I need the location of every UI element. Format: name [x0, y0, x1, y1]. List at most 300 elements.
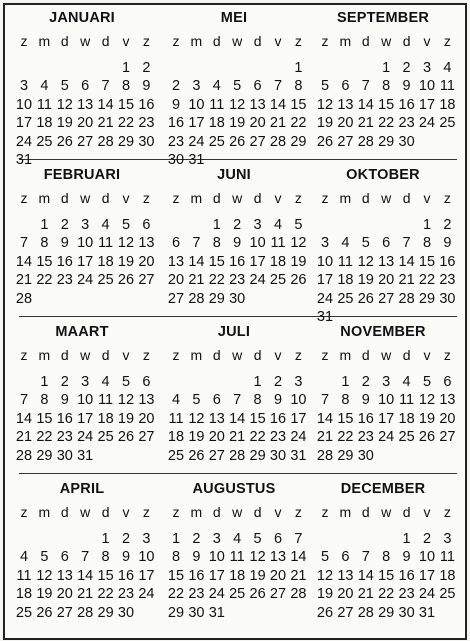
day-number: 16 [398, 567, 415, 584]
day-number: 9 [402, 549, 411, 566]
day-number: 30 [229, 290, 246, 307]
day-number: 13 [337, 96, 354, 113]
day-number: 11 [439, 549, 455, 566]
day-number: 15 [290, 96, 307, 113]
day-number: 19 [249, 567, 266, 584]
day-number: 8 [294, 78, 303, 95]
day-number: 23 [439, 272, 456, 289]
day-number: 23 [229, 272, 246, 289]
day-number: 17 [138, 567, 155, 584]
day-number: 26 [229, 133, 246, 150]
day-number: 30 [117, 604, 135, 621]
day-number: 18 [439, 567, 456, 584]
weekday-label: w [381, 347, 392, 363]
day-number: 10 [15, 96, 33, 113]
day-number: 24 [208, 586, 225, 603]
day-number: 25 [97, 272, 114, 289]
weekday-label: z [20, 347, 28, 363]
weekday-label: z [443, 504, 451, 520]
day-number: 12 [249, 549, 266, 566]
day-number: 20 [77, 115, 94, 132]
day-number: 6 [212, 392, 221, 409]
weekday-label: d [212, 33, 221, 49]
day-number: 18 [208, 115, 225, 132]
weekday-label: d [101, 190, 110, 206]
day-number: 2 [233, 217, 242, 233]
day-number: 8 [341, 392, 350, 409]
day-number: 28 [269, 133, 287, 150]
weekday-label: m [38, 347, 51, 363]
day-number: 3 [212, 531, 221, 547]
day-number: 3 [19, 78, 29, 95]
day-number: 29 [418, 290, 436, 307]
day-number: 4 [101, 374, 110, 390]
month-name: FEBRUARI [43, 167, 121, 183]
day-number: 24 [77, 429, 94, 446]
day-number: 10 [378, 392, 395, 409]
day-number: 4 [273, 217, 283, 233]
day-number: 28 [357, 604, 374, 621]
day-number: 7 [294, 531, 303, 547]
day-number: 6 [81, 78, 90, 95]
day-number: 8 [422, 235, 432, 252]
day-number: 28 [188, 290, 205, 307]
weekday-label: z [142, 190, 150, 206]
day-number: 26 [316, 604, 334, 621]
day-number: 3 [320, 235, 330, 252]
quarter-divider [19, 159, 457, 160]
day-number: 20 [138, 253, 155, 270]
day-number: 9 [60, 392, 69, 409]
day-number: 22 [290, 115, 307, 132]
day-number: 4 [40, 78, 49, 95]
day-number: 22 [208, 272, 225, 289]
weekday-label: d [361, 347, 370, 363]
weekday-label: d [402, 347, 411, 363]
day-number: 23 [56, 429, 73, 446]
weekday-label: z [172, 347, 180, 363]
day-number: 19 [229, 115, 246, 132]
month-name: APRIL [59, 481, 105, 497]
day-number: 20 [337, 115, 354, 132]
weekday-label: v [423, 504, 431, 520]
day-number: 12 [418, 392, 436, 409]
day-number: 11 [98, 392, 114, 409]
day-number: 30 [138, 133, 155, 150]
day-number: 13 [439, 392, 456, 409]
day-number: 5 [294, 217, 303, 233]
day-number: 21 [357, 586, 374, 603]
day-number: 17 [418, 567, 436, 584]
day-number: 21 [357, 115, 374, 132]
day-number: 10 [290, 392, 307, 409]
day-number: 29 [290, 133, 307, 150]
day-number: 2 [142, 60, 151, 76]
day-number: 7 [233, 392, 242, 409]
day-number: 11 [98, 235, 114, 252]
day-number: 17 [378, 410, 395, 427]
day-number: 4 [101, 217, 110, 233]
weekday-label: z [321, 347, 329, 363]
day-number: 23 [188, 586, 205, 603]
day-number: 28 [97, 133, 114, 150]
weekday-label: w [381, 33, 392, 49]
weekday-label: m [38, 504, 51, 520]
day-number: 31 [188, 152, 205, 168]
day-number: 24 [77, 272, 94, 289]
day-number: 18 [439, 96, 456, 113]
day-number: 15 [208, 253, 225, 270]
day-number: 9 [273, 392, 283, 409]
day-number: 20 [337, 586, 354, 603]
day-number: 16 [229, 253, 246, 270]
weekday-label: z [443, 190, 451, 206]
day-number: 16 [138, 96, 155, 113]
day-number: 4 [443, 60, 452, 76]
weekday-label: w [232, 190, 243, 206]
day-number: 9 [121, 549, 131, 566]
day-number: 14 [229, 410, 246, 427]
day-number: 8 [40, 392, 49, 409]
day-number: 18 [36, 115, 53, 132]
day-number: 25 [439, 586, 456, 603]
day-number: 9 [60, 235, 69, 252]
day-number: 29 [208, 290, 225, 307]
weekday-label: d [101, 33, 110, 49]
day-number: 14 [316, 410, 334, 427]
weekday-label: z [20, 504, 28, 520]
weekday-label: z [321, 504, 329, 520]
day-number: 4 [341, 235, 350, 252]
day-number: 3 [253, 217, 262, 233]
day-number: 22 [249, 429, 266, 446]
day-number: 6 [142, 374, 151, 390]
day-number: 2 [192, 531, 201, 547]
weekday-label: v [122, 347, 130, 363]
day-number: 11 [439, 78, 455, 95]
day-number: 15 [337, 410, 354, 427]
day-number: 16 [56, 253, 73, 270]
day-number: 15 [36, 410, 53, 427]
day-number: 7 [273, 78, 283, 95]
day-number: 15 [167, 567, 185, 584]
day-number: 22 [378, 586, 395, 603]
day-number: 11 [337, 253, 353, 270]
month-name: JUNI [217, 167, 251, 183]
weekday-label: v [122, 504, 130, 520]
day-number: 27 [56, 604, 73, 621]
weekday-label: d [212, 504, 221, 520]
weekday-label: v [274, 347, 282, 363]
day-number: 28 [290, 586, 307, 603]
day-number: 26 [290, 272, 307, 289]
day-number: 24 [378, 429, 395, 446]
weekday-label: z [321, 190, 329, 206]
day-number: 16 [439, 253, 456, 270]
day-number: 16 [357, 410, 374, 427]
day-number: 23 [56, 272, 73, 289]
day-number: 1 [171, 531, 181, 547]
day-number: 24 [316, 290, 334, 307]
day-number: 1 [212, 217, 221, 233]
day-number: 9 [361, 392, 370, 409]
day-number: 24 [138, 586, 155, 603]
day-number: 12 [56, 96, 73, 113]
day-number: 27 [77, 133, 94, 150]
day-number: 18 [97, 253, 114, 270]
weekday-label: z [20, 190, 28, 206]
day-number: 30 [439, 290, 456, 307]
day-number: 6 [60, 549, 69, 566]
day-number: 14 [269, 96, 287, 113]
day-number: 15 [36, 253, 53, 270]
day-number: 1 [40, 374, 49, 390]
day-number: 12 [117, 235, 135, 252]
day-number: 6 [341, 549, 350, 566]
weekday-label: d [212, 190, 221, 206]
day-number: 27 [439, 429, 456, 446]
day-number: 5 [253, 531, 262, 547]
day-number: 7 [81, 549, 90, 566]
month-name: MEI [220, 10, 248, 26]
day-number: 9 [171, 96, 181, 113]
day-number: 5 [233, 78, 242, 95]
day-number: 14 [15, 410, 33, 427]
day-number: 12 [117, 392, 135, 409]
weekday-label: z [142, 504, 150, 520]
weekday-label: z [294, 190, 302, 206]
day-number: 17 [290, 410, 307, 427]
day-number: 6 [341, 78, 350, 95]
day-number: 29 [378, 133, 395, 150]
day-number: 27 [249, 133, 266, 150]
weekday-label: m [190, 190, 203, 206]
day-number: 29 [378, 604, 395, 621]
day-number: 8 [212, 235, 221, 252]
day-number: 13 [208, 410, 225, 427]
day-number: 21 [269, 115, 287, 132]
day-number: 28 [398, 290, 415, 307]
day-number: 22 [337, 429, 354, 446]
day-number: 2 [60, 374, 69, 390]
day-number: 7 [402, 235, 411, 252]
day-number: 26 [117, 429, 135, 446]
day-number: 25 [398, 429, 415, 446]
day-number: 11 [229, 549, 245, 566]
day-number: 4 [171, 392, 181, 409]
day-number: 19 [188, 429, 205, 446]
day-number: 27 [337, 133, 354, 150]
day-number: 23 [167, 133, 185, 150]
day-number: 14 [97, 96, 114, 113]
weekday-label: v [274, 33, 282, 49]
day-number: 25 [439, 115, 456, 132]
day-number: 11 [270, 235, 286, 252]
day-number: 27 [269, 586, 287, 603]
day-number: 28 [15, 290, 33, 307]
day-number: 1 [341, 374, 350, 390]
weekday-label: z [294, 504, 302, 520]
day-number: 23 [117, 586, 135, 603]
weekday-label: m [339, 347, 352, 363]
day-number: 7 [101, 78, 110, 95]
weekday-label: d [60, 190, 69, 206]
day-number: 15 [418, 253, 436, 270]
day-number: 3 [443, 531, 452, 547]
day-number: 15 [117, 96, 135, 113]
day-number: 17 [316, 272, 334, 289]
day-number: 21 [290, 567, 307, 584]
day-number: 26 [357, 290, 374, 307]
month-name: AUGUSTUS [192, 481, 276, 497]
day-number: 24 [249, 272, 266, 289]
day-number: 2 [60, 217, 69, 233]
day-number: 31 [15, 152, 33, 168]
weekday-label: m [190, 347, 203, 363]
day-number: 11 [16, 567, 32, 584]
day-number: 23 [398, 115, 415, 132]
weekday-label: d [253, 33, 262, 49]
day-number: 17 [208, 567, 225, 584]
day-number: 22 [378, 115, 395, 132]
day-number: 20 [56, 586, 73, 603]
day-number: 23 [398, 586, 415, 603]
weekday-label: v [274, 190, 282, 206]
day-number: 25 [15, 604, 33, 621]
weekday-label: v [274, 504, 282, 520]
day-number: 10 [316, 253, 334, 270]
day-number: 2 [121, 531, 131, 547]
day-number: 31 [316, 309, 334, 325]
day-number: 1 [382, 60, 391, 76]
day-number: 21 [15, 272, 33, 289]
day-number: 26 [36, 604, 53, 621]
quarter-divider [19, 473, 457, 474]
day-number: 20 [269, 567, 287, 584]
weekday-label: m [339, 504, 352, 520]
month-name: JULI [217, 324, 251, 340]
day-number: 8 [40, 235, 49, 252]
day-number: 19 [316, 586, 334, 603]
day-number: 17 [77, 410, 94, 427]
weekday-label: d [60, 33, 69, 49]
day-number: 19 [117, 410, 135, 427]
weekday-label: v [122, 190, 130, 206]
weekday-label: m [190, 33, 203, 49]
day-number: 3 [81, 374, 90, 390]
day-number: 26 [117, 272, 135, 289]
day-number: 18 [398, 410, 415, 427]
day-number: 1 [294, 60, 303, 76]
day-number: 14 [357, 96, 374, 113]
day-number: 4 [402, 374, 411, 390]
day-number: 2 [171, 78, 181, 95]
day-number: 20 [439, 410, 456, 427]
day-number: 1 [402, 531, 411, 547]
day-number: 25 [167, 447, 185, 464]
day-number: 2 [443, 217, 452, 233]
weekday-label: v [423, 190, 431, 206]
day-number: 18 [337, 272, 354, 289]
day-number: 8 [101, 549, 110, 566]
day-number: 21 [97, 115, 114, 132]
weekday-label: w [80, 504, 91, 520]
day-number: 28 [15, 447, 33, 464]
day-number: 7 [192, 235, 201, 252]
day-number: 25 [337, 290, 354, 307]
day-number: 4 [233, 531, 242, 547]
day-number: 1 [422, 217, 432, 233]
day-number: 6 [273, 531, 283, 547]
weekday-label: d [402, 504, 411, 520]
weekday-label: z [172, 190, 180, 206]
quarter-divider [19, 316, 457, 317]
day-number: 21 [188, 272, 205, 289]
weekday-label: m [190, 504, 203, 520]
day-number: 23 [269, 429, 287, 446]
day-number: 17 [188, 115, 205, 132]
day-number: 28 [229, 447, 246, 464]
weekday-label: d [361, 33, 370, 49]
day-number: 12 [229, 96, 246, 113]
weekday-label: z [443, 33, 451, 49]
weekday-label: w [80, 347, 91, 363]
day-number: 29 [36, 447, 53, 464]
day-number: 4 [212, 78, 221, 95]
day-number: 25 [208, 133, 225, 150]
year-calendar [3, 3, 467, 640]
day-number: 22 [36, 429, 53, 446]
day-number: 17 [77, 253, 94, 270]
day-number: 6 [171, 235, 181, 252]
day-number: 5 [320, 549, 330, 566]
day-number: 5 [60, 78, 69, 95]
day-number: 27 [337, 604, 354, 621]
day-number: 8 [382, 78, 391, 95]
day-number: 27 [378, 290, 395, 307]
day-number: 27 [138, 272, 155, 289]
day-number: 14 [357, 567, 374, 584]
day-number: 22 [418, 272, 436, 289]
day-number: 14 [290, 549, 307, 566]
day-number: 3 [382, 374, 391, 390]
day-number: 24 [418, 586, 436, 603]
day-number: 19 [117, 253, 135, 270]
day-number: 3 [422, 60, 432, 76]
month-name: SEPTEMBER [336, 10, 430, 26]
day-number: 4 [19, 549, 29, 566]
day-number: 13 [167, 253, 185, 270]
day-number: 10 [77, 392, 94, 409]
day-number: 5 [422, 374, 432, 390]
weekday-label: z [142, 347, 150, 363]
day-number: 5 [121, 217, 131, 233]
day-number: 13 [249, 96, 266, 113]
day-number: 16 [167, 115, 185, 132]
day-number: 31 [290, 447, 307, 464]
day-number: 9 [142, 78, 151, 95]
day-number: 16 [56, 410, 73, 427]
day-number: 30 [188, 604, 205, 621]
day-number: 20 [167, 272, 185, 289]
month-name: MAART [55, 324, 109, 340]
day-number: 29 [97, 604, 114, 621]
day-number: 7 [320, 392, 330, 409]
day-number: 12 [316, 567, 334, 584]
weekday-label: d [253, 347, 262, 363]
day-number: 18 [15, 586, 33, 603]
day-number: 29 [167, 604, 185, 621]
